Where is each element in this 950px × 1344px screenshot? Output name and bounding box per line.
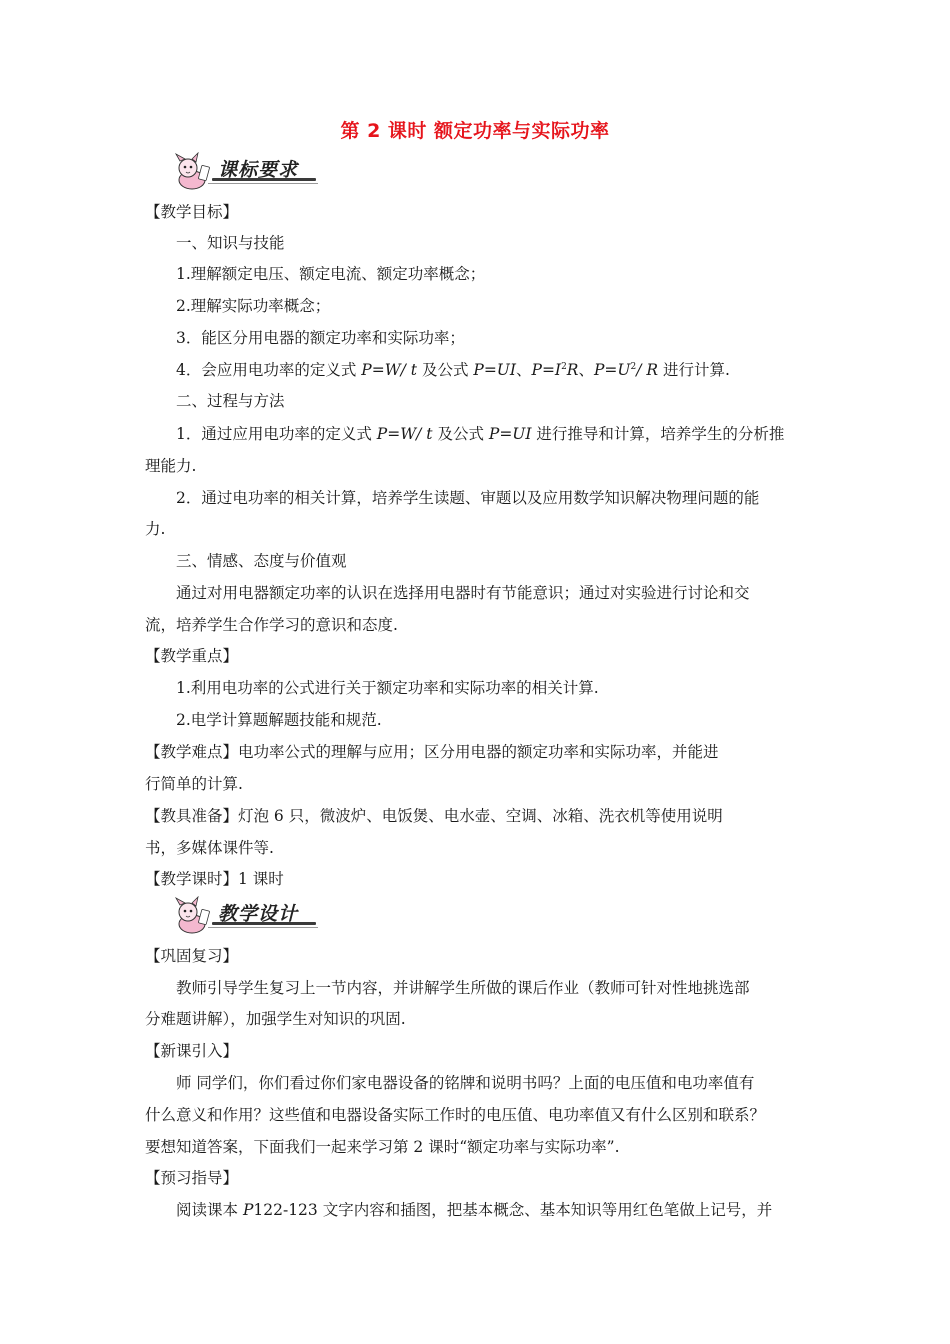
mascot-icon [172,152,216,192]
subheading-attitude: 三、情感、态度与价值观 [176,552,347,570]
heading-intro: 【新课引入】 [145,1042,239,1060]
text-line-tools: 【教具准备】灯泡 6 只，微波炉、电饭煲、电水壶、空调、冰箱、洗衣机等使用说明 [145,807,723,825]
text-line: 书，多媒体课件等. [145,839,274,857]
mascot-icon [172,896,216,936]
page-title: 第 2 课时 额定功率与实际功率 [340,120,610,142]
heading-review: 【巩固复习】 [145,947,239,965]
subheading-process: 二、过程与方法 [176,392,285,410]
text-line: 3．能区分用电器的额定功率和实际功率； [176,329,465,347]
text-line-formulas: 4．会应用电功率的定义式 P=W/ t 及公式 P=UI、$P=I^2R$、$P=U^2/$ R 进行计算. [176,361,730,379]
subheading-knowledge: 一、知识与技能 [176,234,285,252]
text-line: 流，培养学生合作学习的意识和态度. [145,616,398,634]
section-banner-label: 课标要求 [218,159,299,181]
text-line: 力. [145,520,166,538]
text-line: 1.利用电功率的公式进行关于额定功率和实际功率的相关计算. [176,679,599,697]
section-banner-design [172,896,320,936]
text-line-formulas: 1．通过应用电功率的定义式 P=W/ t 及公式 P=UI 进行推导和计算，培养学生的分析推 [176,425,785,443]
text-line: 1.理解额定电压、额定电流、额定功率概念； [176,265,486,283]
heading-teaching-goals: 【教学目标】 [145,203,239,221]
text-line: 理能力. [145,457,197,475]
text-line: 要想知道答案，下面我们一起来学习第 2 课时“额定功率与实际功率”. [145,1138,620,1156]
text-line: 行简单的计算. [145,775,243,793]
text-line: 什么意义和作用？这些值和电器设备实际工作时的电压值、电功率值又有什么区别和联系？ [145,1106,766,1124]
text-line: 2．通过电功率的相关计算，培养学生读题、审题以及应用数学知识解决物理问题的能 [176,489,760,507]
section-banner-label: 教学设计 [218,903,299,925]
heading-preview: 【预习指导】 [145,1169,239,1187]
text-line-hours: 【教学课时】1 课时 [145,870,284,888]
text-line: 分难题讲解），加强学生对知识的巩固. [145,1010,406,1028]
text-line: 2.电学计算题解题技能和规范. [176,711,382,729]
text-line: 阅读课本 P122-123 文字内容和插图，把基本概念、基本知识等用红色笔做上记号，并 [176,1201,773,1219]
text-line: 教师引导学生复习上一节内容，并讲解学生所做的课后作业（教师可针对性地挑选部 [176,979,750,997]
section-banner-curriculum [172,152,320,192]
text-line-difficulty: 【教学难点】电功率公式的理解与应用；区分用电器的额定功率和实际功率，并能进 [145,743,719,761]
heading-key-points: 【教学重点】 [145,647,239,665]
text-line: 师 同学们，你们看过你们家电器设备的铭牌和说明书吗？上面的电压值和电功率值有 [176,1074,755,1092]
text-line: 2.理解实际功率概念； [176,297,331,315]
text-line: 通过对用电器额定功率的认识在选择用电器时有节能意识；通过对实验进行讨论和交 [176,584,750,602]
